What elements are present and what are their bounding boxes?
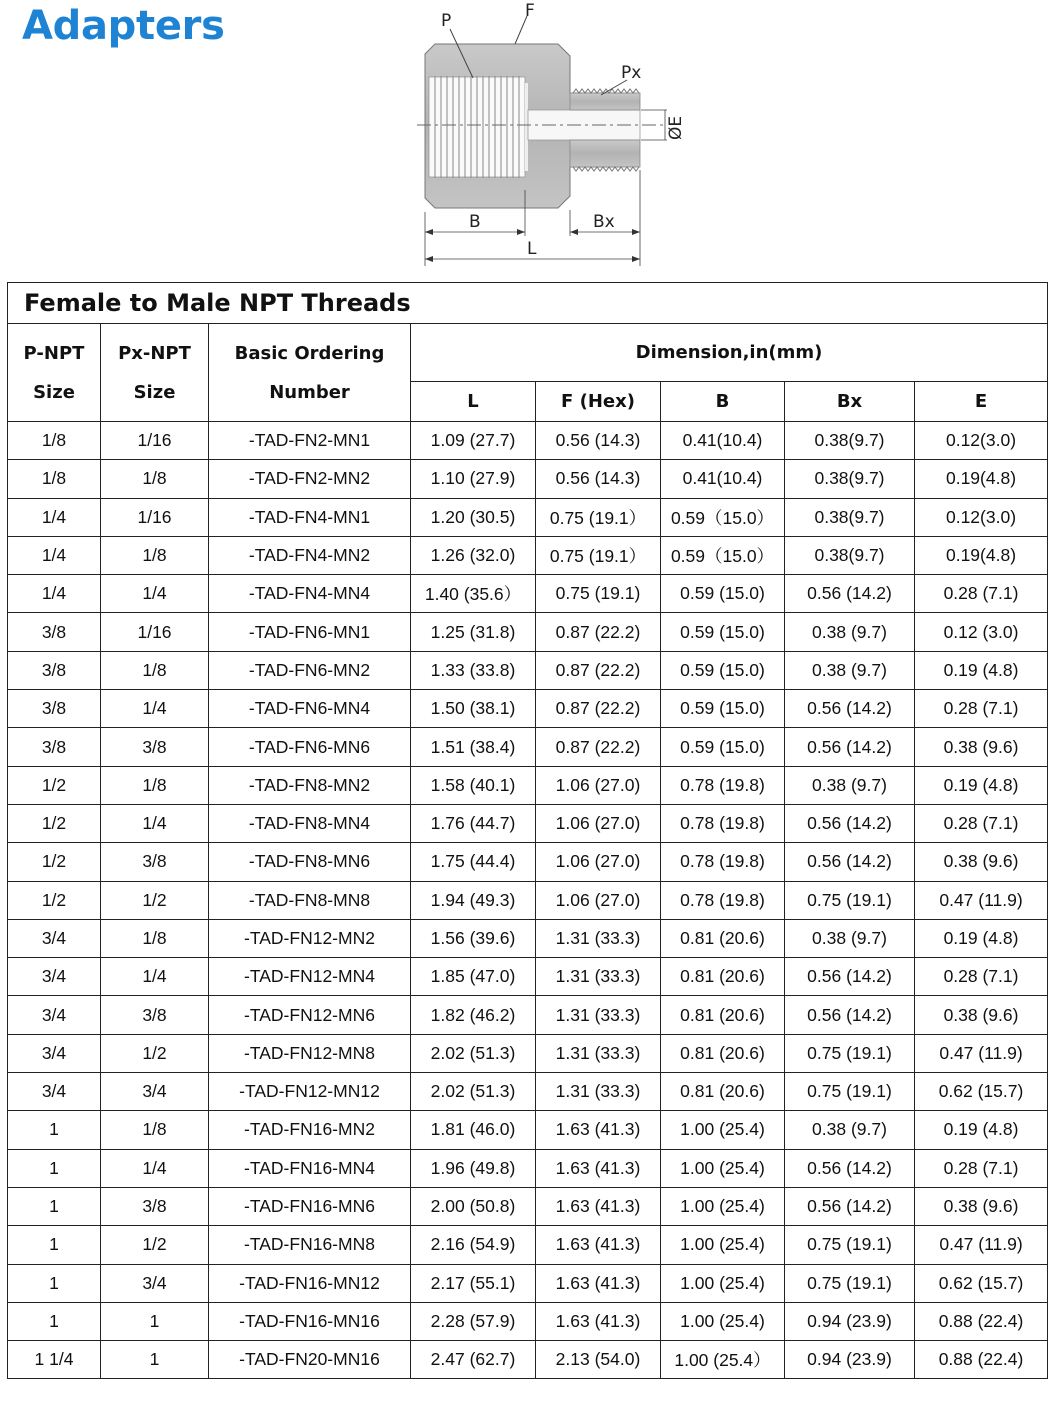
header-bx: Bx bbox=[785, 382, 915, 422]
cell-ordering-number: -TAD-FN8-MN6 bbox=[209, 843, 411, 881]
table-row bbox=[8, 996, 1048, 1034]
table-row bbox=[8, 958, 1048, 996]
cell-ordering-number: -TAD-FN4-MN1 bbox=[209, 498, 411, 536]
cell-l: 1.58 (40.1) bbox=[411, 766, 536, 804]
cell-l: 1.26 (32.0) bbox=[411, 536, 536, 574]
cell-bx: 0.56 (14.2) bbox=[785, 728, 915, 766]
cell-l: 1.82 (46.2) bbox=[411, 996, 536, 1034]
cell-p-npt: 3/4 bbox=[8, 958, 101, 996]
cell-bx: 0.38(9.7) bbox=[785, 422, 915, 460]
cell-p-npt: 1 bbox=[8, 1226, 101, 1264]
cell-e: 0.12 (3.0) bbox=[915, 613, 1048, 651]
page-title: Adapters bbox=[22, 3, 225, 49]
cell-l: 1.09 (27.7) bbox=[411, 422, 536, 460]
cell-l: 1.20 (30.5) bbox=[411, 498, 536, 536]
cell-l: 2.28 (57.9) bbox=[411, 1302, 536, 1340]
cell-e: 0.28 (7.1) bbox=[915, 958, 1048, 996]
cell-px-npt: 1/2 bbox=[101, 1034, 209, 1072]
adapter-drawing bbox=[405, 0, 695, 268]
cell-ordering-number: -TAD-FN8-MN8 bbox=[209, 881, 411, 919]
cell-e: 0.47 (11.9) bbox=[915, 881, 1048, 919]
label-l: L bbox=[527, 239, 537, 259]
cell-f-hex: 0.56 (14.3) bbox=[536, 460, 661, 498]
cell-l: 2.17 (55.1) bbox=[411, 1264, 536, 1302]
cell-f-hex: 1.06 (27.0) bbox=[536, 804, 661, 842]
cell-ordering-number: -TAD-FN6-MN4 bbox=[209, 690, 411, 728]
cell-l: 2.00 (50.8) bbox=[411, 1187, 536, 1225]
cell-bx: 0.38(9.7) bbox=[785, 498, 915, 536]
cell-bx: 0.56 (14.2) bbox=[785, 958, 915, 996]
table-row bbox=[8, 1073, 1048, 1111]
cell-ordering-number: -TAD-FN6-MN2 bbox=[209, 651, 411, 689]
label-b: B bbox=[469, 212, 481, 232]
cell-ordering-number: -TAD-FN12-MN12 bbox=[209, 1073, 411, 1111]
cell-e: 0.19 (4.8) bbox=[915, 919, 1048, 957]
header-dimension: Dimension,in(mm) bbox=[411, 324, 1048, 382]
table-row bbox=[8, 613, 1048, 651]
cell-ordering-number: -TAD-FN16-MN16 bbox=[209, 1302, 411, 1340]
cell-l: 1.94 (49.3) bbox=[411, 881, 536, 919]
cell-px-npt: 3/4 bbox=[101, 1073, 209, 1111]
cell-e: 0.47 (11.9) bbox=[915, 1226, 1048, 1264]
cell-b: 0.59（15.0） bbox=[661, 536, 785, 574]
table-row bbox=[8, 881, 1048, 919]
cell-e: 0.19 (4.8) bbox=[915, 1111, 1048, 1149]
cell-f-hex: 1.06 (27.0) bbox=[536, 881, 661, 919]
cell-p-npt: 1/8 bbox=[8, 422, 101, 460]
table-row bbox=[8, 843, 1048, 881]
table-row bbox=[8, 1226, 1048, 1264]
cell-p-npt: 3/4 bbox=[8, 919, 101, 957]
cell-bx: 0.56 (14.2) bbox=[785, 804, 915, 842]
cell-b: 0.59 (15.0) bbox=[661, 690, 785, 728]
cell-bx: 0.38 (9.7) bbox=[785, 1111, 915, 1149]
table-row bbox=[8, 1187, 1048, 1225]
cell-b: 1.00 (25.4) bbox=[661, 1187, 785, 1225]
cell-l: 1.10 (27.9) bbox=[411, 460, 536, 498]
cell-f-hex: 1.06 (27.0) bbox=[536, 843, 661, 881]
cell-e: 0.28 (7.1) bbox=[915, 575, 1048, 613]
cell-f-hex: 0.75 (19.1) bbox=[536, 575, 661, 613]
cell-f-hex: 0.87 (22.2) bbox=[536, 728, 661, 766]
table-row bbox=[8, 804, 1048, 842]
cell-bx: 0.38 (9.7) bbox=[785, 613, 915, 651]
cell-px-npt: 3/8 bbox=[101, 728, 209, 766]
table-row bbox=[8, 1111, 1048, 1149]
cell-px-npt: 1/16 bbox=[101, 613, 209, 651]
cell-e: 0.62 (15.7) bbox=[915, 1264, 1048, 1302]
cell-bx: 0.75 (19.1) bbox=[785, 1226, 915, 1264]
cell-p-npt: 3/8 bbox=[8, 728, 101, 766]
cell-f-hex: 1.63 (41.3) bbox=[536, 1264, 661, 1302]
cell-f-hex: 1.63 (41.3) bbox=[536, 1187, 661, 1225]
cell-ordering-number: -TAD-FN20-MN16 bbox=[209, 1341, 411, 1379]
cell-bx: 0.75 (19.1) bbox=[785, 1264, 915, 1302]
label-e: ØE bbox=[666, 115, 686, 140]
cell-p-npt: 3/4 bbox=[8, 1034, 101, 1072]
table-body bbox=[8, 422, 1048, 1379]
cell-f-hex: 1.06 (27.0) bbox=[536, 766, 661, 804]
cell-px-npt: 1/8 bbox=[101, 536, 209, 574]
cell-b: 1.00 (25.4) bbox=[661, 1264, 785, 1302]
cell-b: 1.00 (25.4) bbox=[661, 1111, 785, 1149]
cell-ordering-number: -TAD-FN6-MN1 bbox=[209, 613, 411, 651]
table-row bbox=[8, 728, 1048, 766]
cell-e: 0.28 (7.1) bbox=[915, 690, 1048, 728]
cell-b: 1.00 (25.4) bbox=[661, 1149, 785, 1187]
cell-l: 2.02 (51.3) bbox=[411, 1073, 536, 1111]
cell-b: 0.81 (20.6) bbox=[661, 996, 785, 1034]
cell-l: 2.16 (54.9) bbox=[411, 1226, 536, 1264]
table-row bbox=[8, 575, 1048, 613]
cell-b: 0.59（15.0） bbox=[661, 498, 785, 536]
label-px: Px bbox=[621, 63, 642, 83]
cell-p-npt: 1 bbox=[8, 1149, 101, 1187]
table-row bbox=[8, 919, 1048, 957]
cell-bx: 0.56 (14.2) bbox=[785, 843, 915, 881]
cell-px-npt: 3/4 bbox=[101, 1264, 209, 1302]
cell-p-npt: 1 bbox=[8, 1264, 101, 1302]
table-row bbox=[8, 1264, 1048, 1302]
cell-b: 0.78 (19.8) bbox=[661, 843, 785, 881]
cell-l: 1.50 (38.1) bbox=[411, 690, 536, 728]
cell-f-hex: 0.87 (22.2) bbox=[536, 651, 661, 689]
header-l: L bbox=[411, 382, 536, 422]
table-row bbox=[8, 1302, 1048, 1340]
cell-l: 1.25 (31.8) bbox=[411, 613, 536, 651]
cell-f-hex: 0.56 (14.3) bbox=[536, 422, 661, 460]
cell-l: 1.85 (47.0) bbox=[411, 958, 536, 996]
cell-p-npt: 1 bbox=[8, 1187, 101, 1225]
cell-b: 0.41(10.4) bbox=[661, 460, 785, 498]
cell-l: 1.81 (46.0) bbox=[411, 1111, 536, 1149]
cell-ordering-number: -TAD-FN2-MN1 bbox=[209, 422, 411, 460]
cell-p-npt: 3/8 bbox=[8, 651, 101, 689]
cell-p-npt: 1/2 bbox=[8, 843, 101, 881]
cell-f-hex: 0.75 (19.1） bbox=[536, 536, 661, 574]
cell-bx: 0.56 (14.2) bbox=[785, 575, 915, 613]
cell-ordering-number: -TAD-FN16-MN6 bbox=[209, 1187, 411, 1225]
table-row bbox=[8, 1341, 1048, 1379]
table-row bbox=[8, 766, 1048, 804]
cell-e: 0.38 (9.6) bbox=[915, 996, 1048, 1034]
cell-p-npt: 3/8 bbox=[8, 613, 101, 651]
cell-e: 0.47 (11.9) bbox=[915, 1034, 1048, 1072]
cell-ordering-number: -TAD-FN12-MN2 bbox=[209, 919, 411, 957]
cell-p-npt: 1/8 bbox=[8, 460, 101, 498]
cell-b: 1.00 (25.4） bbox=[661, 1341, 785, 1379]
cell-px-npt: 1/4 bbox=[101, 804, 209, 842]
label-p: P bbox=[441, 11, 452, 31]
cell-p-npt: 1 bbox=[8, 1111, 101, 1149]
cell-ordering-number: -TAD-FN16-MN8 bbox=[209, 1226, 411, 1264]
cell-ordering-number: -TAD-FN12-MN4 bbox=[209, 958, 411, 996]
cell-bx: 0.56 (14.2) bbox=[785, 690, 915, 728]
cell-b: 1.00 (25.4) bbox=[661, 1302, 785, 1340]
cell-e: 0.12(3.0) bbox=[915, 498, 1048, 536]
cell-l: 1.51 (38.4) bbox=[411, 728, 536, 766]
cell-ordering-number: -TAD-FN16-MN2 bbox=[209, 1111, 411, 1149]
cell-b: 1.00 (25.4) bbox=[661, 1226, 785, 1264]
cell-f-hex: 0.87 (22.2) bbox=[536, 613, 661, 651]
cell-px-npt: 1/8 bbox=[101, 651, 209, 689]
cell-ordering-number: -TAD-FN2-MN2 bbox=[209, 460, 411, 498]
cell-p-npt: 1/4 bbox=[8, 575, 101, 613]
cell-b: 0.59 (15.0) bbox=[661, 728, 785, 766]
cell-px-npt: 1 bbox=[101, 1341, 209, 1379]
cell-px-npt: 1/2 bbox=[101, 1226, 209, 1264]
cell-bx: 0.38(9.7) bbox=[785, 460, 915, 498]
cell-p-npt: 1/2 bbox=[8, 881, 101, 919]
cell-b: 0.78 (19.8) bbox=[661, 766, 785, 804]
cell-p-npt: 1/2 bbox=[8, 804, 101, 842]
cell-e: 0.88 (22.4) bbox=[915, 1302, 1048, 1340]
cell-p-npt: 3/4 bbox=[8, 1073, 101, 1111]
cell-ordering-number: -TAD-FN16-MN12 bbox=[209, 1264, 411, 1302]
cell-e: 0.19 (4.8) bbox=[915, 766, 1048, 804]
cell-l: 2.02 (51.3) bbox=[411, 1034, 536, 1072]
cell-ordering-number: -TAD-FN4-MN2 bbox=[209, 536, 411, 574]
section-title: Female to Male NPT Threads bbox=[8, 283, 1048, 324]
cell-l: 1.96 (49.8) bbox=[411, 1149, 536, 1187]
cell-l: 1.75 (44.4) bbox=[411, 843, 536, 881]
cell-px-npt: 3/8 bbox=[101, 996, 209, 1034]
cell-p-npt: 3/8 bbox=[8, 690, 101, 728]
cell-f-hex: 1.63 (41.3) bbox=[536, 1149, 661, 1187]
cell-ordering-number: -TAD-FN12-MN8 bbox=[209, 1034, 411, 1072]
cell-e: 0.19(4.8) bbox=[915, 536, 1048, 574]
cell-f-hex: 1.31 (33.3) bbox=[536, 1034, 661, 1072]
cell-px-npt: 1/2 bbox=[101, 881, 209, 919]
cell-e: 0.38 (9.6) bbox=[915, 843, 1048, 881]
table-row bbox=[8, 460, 1048, 498]
cell-p-npt: 1/4 bbox=[8, 498, 101, 536]
cell-b: 0.78 (19.8) bbox=[661, 881, 785, 919]
cell-f-hex: 1.31 (33.3) bbox=[536, 958, 661, 996]
cell-b: 0.81 (20.6) bbox=[661, 958, 785, 996]
cell-b: 0.81 (20.6) bbox=[661, 1073, 785, 1111]
cell-e: 0.19(4.8) bbox=[915, 460, 1048, 498]
header-e: E bbox=[915, 382, 1048, 422]
cell-bx: 0.38 (9.7) bbox=[785, 766, 915, 804]
cell-bx: 0.94 (23.9) bbox=[785, 1341, 915, 1379]
cell-e: 0.88 (22.4) bbox=[915, 1341, 1048, 1379]
table-row bbox=[8, 1034, 1048, 1072]
cell-l: 2.47 (62.7) bbox=[411, 1341, 536, 1379]
cell-px-npt: 1/8 bbox=[101, 766, 209, 804]
cell-l: 1.33 (33.8) bbox=[411, 651, 536, 689]
cell-e: 0.38 (9.6) bbox=[915, 728, 1048, 766]
cell-px-npt: 1/8 bbox=[101, 460, 209, 498]
cell-e: 0.28 (7.1) bbox=[915, 804, 1048, 842]
cell-f-hex: 0.87 (22.2) bbox=[536, 690, 661, 728]
cell-px-npt: 1/16 bbox=[101, 498, 209, 536]
cell-p-npt: 1/2 bbox=[8, 766, 101, 804]
cell-e: 0.19 (4.8) bbox=[915, 651, 1048, 689]
cell-bx: 0.38 (9.7) bbox=[785, 651, 915, 689]
header-ordering-number: Basic Ordering Number bbox=[209, 324, 411, 422]
male-end bbox=[570, 93, 640, 110]
cell-ordering-number: -TAD-FN16-MN4 bbox=[209, 1149, 411, 1187]
cell-bx: 0.75 (19.1) bbox=[785, 881, 915, 919]
cell-e: 0.28 (7.1) bbox=[915, 1149, 1048, 1187]
table-row bbox=[8, 690, 1048, 728]
label-f: F bbox=[525, 1, 535, 21]
table-row bbox=[8, 651, 1048, 689]
cell-b: 0.41(10.4) bbox=[661, 422, 785, 460]
cell-ordering-number: -TAD-FN8-MN2 bbox=[209, 766, 411, 804]
cell-l: 1.40 (35.6） bbox=[411, 575, 536, 613]
header-p-npt: P-NPT Size bbox=[8, 324, 101, 422]
cell-b: 0.78 (19.8) bbox=[661, 804, 785, 842]
cell-px-npt: 1/4 bbox=[101, 690, 209, 728]
cell-px-npt: 1 bbox=[101, 1302, 209, 1340]
cell-bx: 0.75 (19.1) bbox=[785, 1073, 915, 1111]
cell-e: 0.62 (15.7) bbox=[915, 1073, 1048, 1111]
cell-f-hex: 2.13 (54.0) bbox=[536, 1341, 661, 1379]
cell-px-npt: 1/8 bbox=[101, 919, 209, 957]
table-row bbox=[8, 422, 1048, 460]
cell-b: 0.59 (15.0) bbox=[661, 613, 785, 651]
cell-bx: 0.38 (9.7) bbox=[785, 919, 915, 957]
cell-f-hex: 1.63 (41.3) bbox=[536, 1226, 661, 1264]
cell-px-npt: 1/4 bbox=[101, 1149, 209, 1187]
cell-px-npt: 3/8 bbox=[101, 1187, 209, 1225]
cell-e: 0.38 (9.6) bbox=[915, 1187, 1048, 1225]
cell-bx: 0.56 (14.2) bbox=[785, 996, 915, 1034]
table-row bbox=[8, 498, 1048, 536]
cell-bx: 0.38(9.7) bbox=[785, 536, 915, 574]
cell-b: 0.59 (15.0) bbox=[661, 575, 785, 613]
cell-l: 1.56 (39.6) bbox=[411, 919, 536, 957]
cell-b: 0.81 (20.6) bbox=[661, 1034, 785, 1072]
cell-px-npt: 3/8 bbox=[101, 843, 209, 881]
cell-p-npt: 1/4 bbox=[8, 536, 101, 574]
cell-p-npt: 1 1/4 bbox=[8, 1341, 101, 1379]
cell-f-hex: 1.63 (41.3) bbox=[536, 1302, 661, 1340]
cell-px-npt: 1/16 bbox=[101, 422, 209, 460]
cell-f-hex: 1.63 (41.3) bbox=[536, 1111, 661, 1149]
cell-f-hex: 1.31 (33.3) bbox=[536, 919, 661, 957]
cell-px-npt: 1/8 bbox=[101, 1111, 209, 1149]
cell-p-npt: 3/4 bbox=[8, 996, 101, 1034]
cell-f-hex: 1.31 (33.3) bbox=[536, 996, 661, 1034]
cell-f-hex: 1.31 (33.3) bbox=[536, 1073, 661, 1111]
cell-px-npt: 1/4 bbox=[101, 575, 209, 613]
cell-p-npt: 1 bbox=[8, 1302, 101, 1340]
table-row bbox=[8, 1149, 1048, 1187]
cell-b: 0.81 (20.6) bbox=[661, 919, 785, 957]
cell-ordering-number: -TAD-FN4-MN4 bbox=[209, 575, 411, 613]
spec-table bbox=[7, 282, 1048, 1379]
header-b: B bbox=[661, 382, 785, 422]
cell-l: 1.76 (44.7) bbox=[411, 804, 536, 842]
cell-px-npt: 1/4 bbox=[101, 958, 209, 996]
cell-ordering-number: -TAD-FN6-MN6 bbox=[209, 728, 411, 766]
cell-bx: 0.56 (14.2) bbox=[785, 1149, 915, 1187]
cell-e: 0.12(3.0) bbox=[915, 422, 1048, 460]
cell-ordering-number: -TAD-FN8-MN4 bbox=[209, 804, 411, 842]
cell-bx: 0.56 (14.2) bbox=[785, 1187, 915, 1225]
cell-bx: 0.75 (19.1) bbox=[785, 1034, 915, 1072]
cell-bx: 0.94 (23.9) bbox=[785, 1302, 915, 1340]
cell-f-hex: 0.75 (19.1） bbox=[536, 498, 661, 536]
label-bx: Bx bbox=[593, 212, 615, 232]
table-row bbox=[8, 536, 1048, 574]
cell-b: 0.59 (15.0) bbox=[661, 651, 785, 689]
header-px-npt: Px-NPT Size bbox=[101, 324, 209, 422]
header-f-hex: F (Hex) bbox=[536, 382, 661, 422]
cell-ordering-number: -TAD-FN12-MN6 bbox=[209, 996, 411, 1034]
